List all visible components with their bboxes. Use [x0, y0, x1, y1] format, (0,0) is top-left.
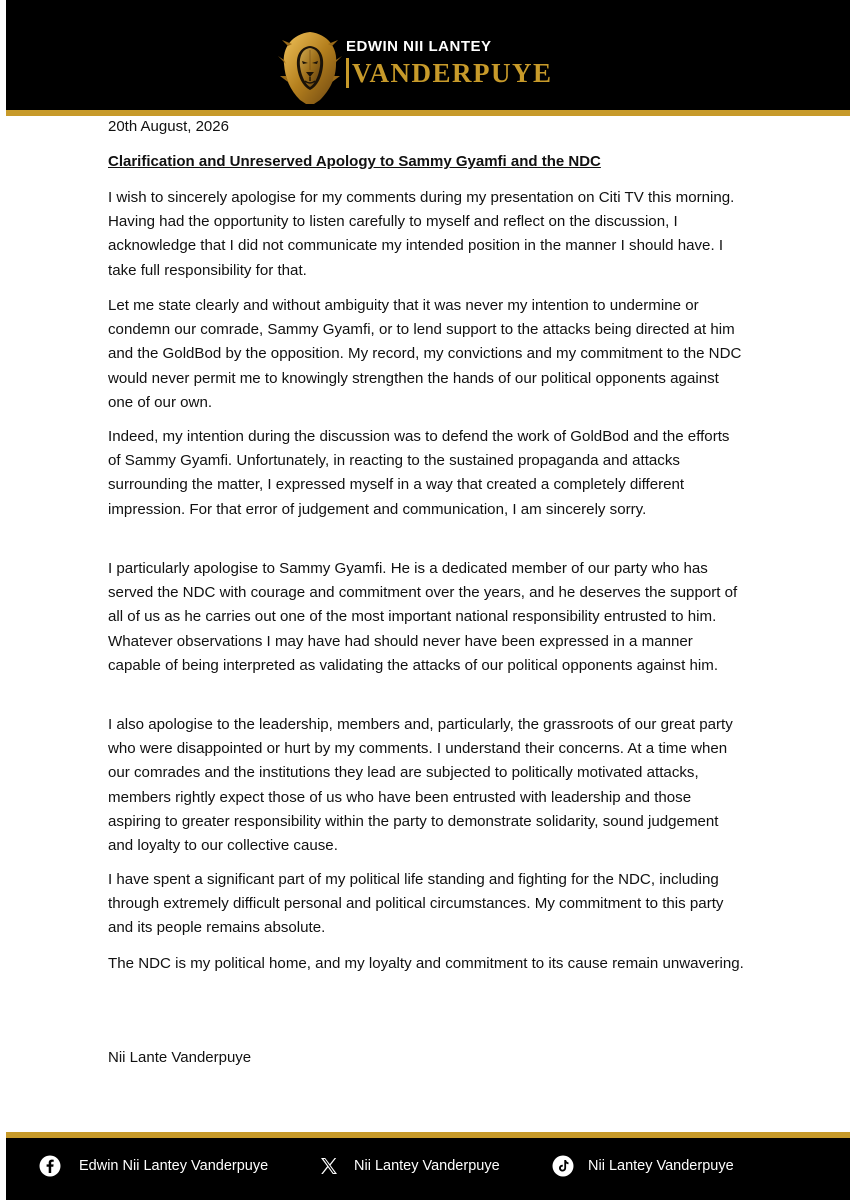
logo-text — [346, 30, 553, 88]
signature-name: Nii Lante Vanderpuye — [108, 1049, 252, 1066]
letter-date: 20th August, 2026 — [108, 118, 229, 135]
paragraph-7: The NDC is my political home, and my loyalty and commitment to its cause remain unwavering. — [108, 955, 744, 972]
lion-head-icon — [278, 30, 342, 106]
logo-name-main: VANDERPUYE — [352, 58, 553, 88]
x-handle: Nii Lantey Vanderpuye — [354, 1158, 500, 1174]
letter-title: Clarification and Unreserved Apology to Sammy Gyamfi and the NDC — [108, 153, 601, 170]
logo — [278, 30, 553, 106]
social-tiktok[interactable] — [552, 1155, 734, 1177]
logo-divider — [346, 58, 349, 88]
logo-main-wrap — [346, 58, 553, 88]
paragraph-4: I particularly apologise to Sammy Gyamfi. He is a dedicated member of our party who has served the NDC with courage and commitment over the years, and he deserves the support of all of us as he carries out one of the most important national responsibility entrusted to him. Whatever observations I may have had should never have been expressed in a manner capable of being interpreted as validating the attacks of our political opponents against him. — [108, 560, 738, 674]
tiktok-icon — [552, 1155, 574, 1177]
paragraph-2: Let me state clearly and without ambiguity that it was never my intention to undermine or condemn our comrade, Sammy Gyamfi, or to lend support to the attacks being directed at him and the GoldBod by the opposition. My record, my convictions and my commitment to the NDC would never permit me to knowingly strengthen the hands of our political opponents against one of our own. — [108, 297, 742, 411]
paragraph-6: I have spent a significant part of my political life standing and fighting for the NDC, including through extremely difficult personal and political circumstances. My commitment to this party and its people remains absolute. — [108, 871, 724, 937]
social-facebook[interactable] — [39, 1155, 268, 1177]
header-gold-rule — [6, 110, 850, 116]
social-x[interactable] — [318, 1155, 500, 1177]
logo-name-top: EDWIN NII LANTEY — [346, 38, 492, 55]
paragraph-5: I also apologise to the leadership, members and, particularly, the grassroots of our great party who were disappointed or hurt by my comments. I understand their concerns. At a time when our comrades and the institutions they lead are subjected to politically motivated attacks, members rightly expect those of us who have been entrusted with leadership and those aspiring to greater responsibility within the party to demonstrate solidarity, sound judgement and loyalty to our collective cause. — [108, 716, 733, 855]
x-icon — [318, 1155, 340, 1177]
paragraph-1: I wish to sincerely apologise for my comments during my presentation on Citi TV this morning. Having had the opportunity to listen carefully to myself and reflect on the discussion, I acknowledge that I did not communicate my intended position in the manner I should have. I take full responsibility for that. — [108, 189, 735, 279]
facebook-handle: Edwin Nii Lantey Vanderpuye — [79, 1158, 269, 1174]
paragraph-3: Indeed, my intention during the discussion was to defend the work of GoldBod and the efforts of Sammy Gyamfi. Unfortunately, in reacting to the sustained propaganda and attacks surrounding the matter, I expressed myself in a way that created a completely different impression. For that error of judgement and communication, I am sincerely sorry. — [108, 428, 730, 518]
tiktok-handle: Nii Lantey Vanderpuye — [588, 1158, 734, 1174]
facebook-icon — [39, 1155, 61, 1177]
